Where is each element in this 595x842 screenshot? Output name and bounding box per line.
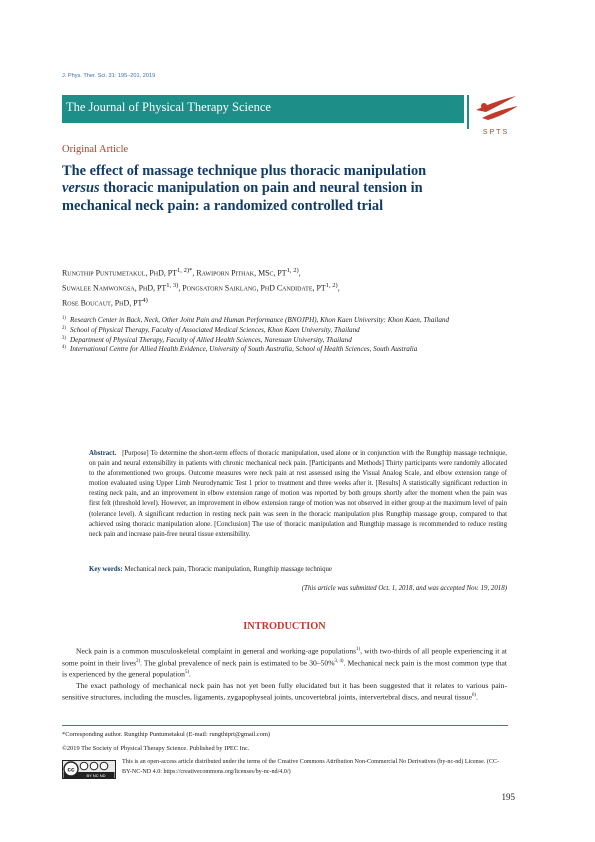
license-text: This is an open-access article distributed under the terms of the Creative Commons Attribution Non-Commercial No Derivatives (by-nc-nd) License. (CC-BY-NC-ND 4.0: https://creativecommons.org/licenses/by-nc-nd/4.0/) [122,759,500,775]
author: Pongsatorn Saiklang, PhD Candidate, PT [182,283,326,293]
cc-badge-text: BY NC ND [86,773,106,778]
abstract-text: [Purpose] To determine the short-term effects of thoracic manipulation, used alone or in conjunction with the Rungthip massage technique, on pain and neural extensibility in patients with chronic mechanical neck pain. [Participants and Methods] Thirty participants were randomly allocated to the aforementioned two groups. Outcome measures were neck pain at rest assessed using the Visual Analog Scale, and elbow extension range of motion evaluated using Upper Limb Neurodynamic Test 1 prior to treatment and three weeks after it. [Results] A statistically significant reduction in resting neck pain, and an improvement in elbow extension range of motion was reported by both groups shortly after the moment when the pain was first felt (threshold level). However, an improvement in elbow extension range of motion was not observed in either group at the maximum level of pain (tolerance level). A significant reduction in resting neck pain was seen in the thoracic manipulation plus Rungthip massage group, compared to that achieved using thoracic manipulation alone. [Conclusion] The use of thoracic manipulation and Rungthip massage is recommended to reduce resting neck pain and increase pain-free neural tissue extensibility. [89,450,507,538]
banner-divider [467,95,469,129]
cc-license-icon [62,760,116,779]
footnote-divider [62,725,508,726]
author: Rungthip Puntumetakul, PhD, PT [62,268,177,278]
introduction-text [62,645,507,703]
author: Rawiporn Pithak, MSc, PT [196,268,287,278]
section-heading-introduction: INTRODUCTION [243,621,326,632]
keywords: Key words: Mechanical neck pain, Thoracic manipulation, Rungthip massage technique [89,566,332,573]
article-type: Original Article [62,144,129,155]
journal-banner [62,95,464,123]
corresponding-author: *Corresponding author. Rungthip Puntumetakul (E-mail: rungthiprt@gmail.com) [62,731,271,738]
paragraph: Neck pain is a common musculoskeletal complaint in general and working-age populations$^{1)}$, with two-thirds of all people experiencing it at some point in their lives$^{2)}$. The global prevalence of neck pain is estimated to be 30–50%$^{3, 4)}$. Mechanical neck pain is the most common type that is experienced by the general population$^{5)}$. [62,646,508,679]
affiliation-list [62,316,462,355]
journal-name: The Journal of Physical Therapy Science [66,100,271,114]
logo-text: SPTS [482,129,510,136]
journal-citation: J. Phys. Ther. Sci. 31: 195–201, 2019 [62,73,156,79]
copyright-notice: ©2019 The Society of Physical Therapy Science. Published by IPEC Inc. [62,745,250,752]
keywords-label: Key words: [89,566,123,573]
abstract-label: Abstract. [89,450,117,457]
paragraph: The exact pathology of mechanical neck pain has not yet been fully elucidated but it has been suggested that it relates to various pain-sensitive structures, including the muscles, ligaments, zygapophyseal joints, uncovertebral joints, intervertebral discs, and neural tissue$^{6)}$. [62,680,507,702]
submission-dates: (This article was submitted Oct. 1, 2018, and was accepted Nov. 19, 2018) [301,585,507,592]
affiliation: 2) School of Physical Therapy, Faculty of Associated Medical Sciences, Khon Kaen University, Thailand [62,325,360,334]
author: Suwalee Namwongsa, PhD, PT [62,283,167,293]
affiliation: 1) Research Center in Back, Neck, Other Joint Pain and Human Performance (BNOJPH), Khon Kaen University: Khon Kaen, Thailand [62,316,449,324]
svg-text:cc: cc [67,766,75,774]
affiliation: 3) Department of Physical Therapy, Faculty of Allied Health Sciences, Naresuan University, Thailand [62,335,352,344]
article-title: The effect of massage technique plus thoracic manipulation versus thoracic manipulation on pain and neural tension in mechanical neck pain: a randomized controlled trial [62,163,427,214]
spts-logo [472,92,520,138]
affiliation: 4) International Centre for Allied Health Evidence, University of South Australia, School of Health Sciences, South Australia [62,345,418,354]
author-list: Rungthip Puntumetakul, PhD, $PT^{1, 2)*}$, Rawiporn Pithak, MSc, PT$^{1, 2)}$, Suwalee Namwongsa, PhD, PT$^{1, 3)}$, Pongsatorn Saiklang, PhD Candidate, PT$^{1, 2)}$, Rose Boucaut, PhD, PT$^{4)}$ [62,267,340,309]
abstract [89,449,507,540]
author: Rose Boucaut, PhD, PT [62,299,143,309]
page-number: 195 [501,792,515,802]
